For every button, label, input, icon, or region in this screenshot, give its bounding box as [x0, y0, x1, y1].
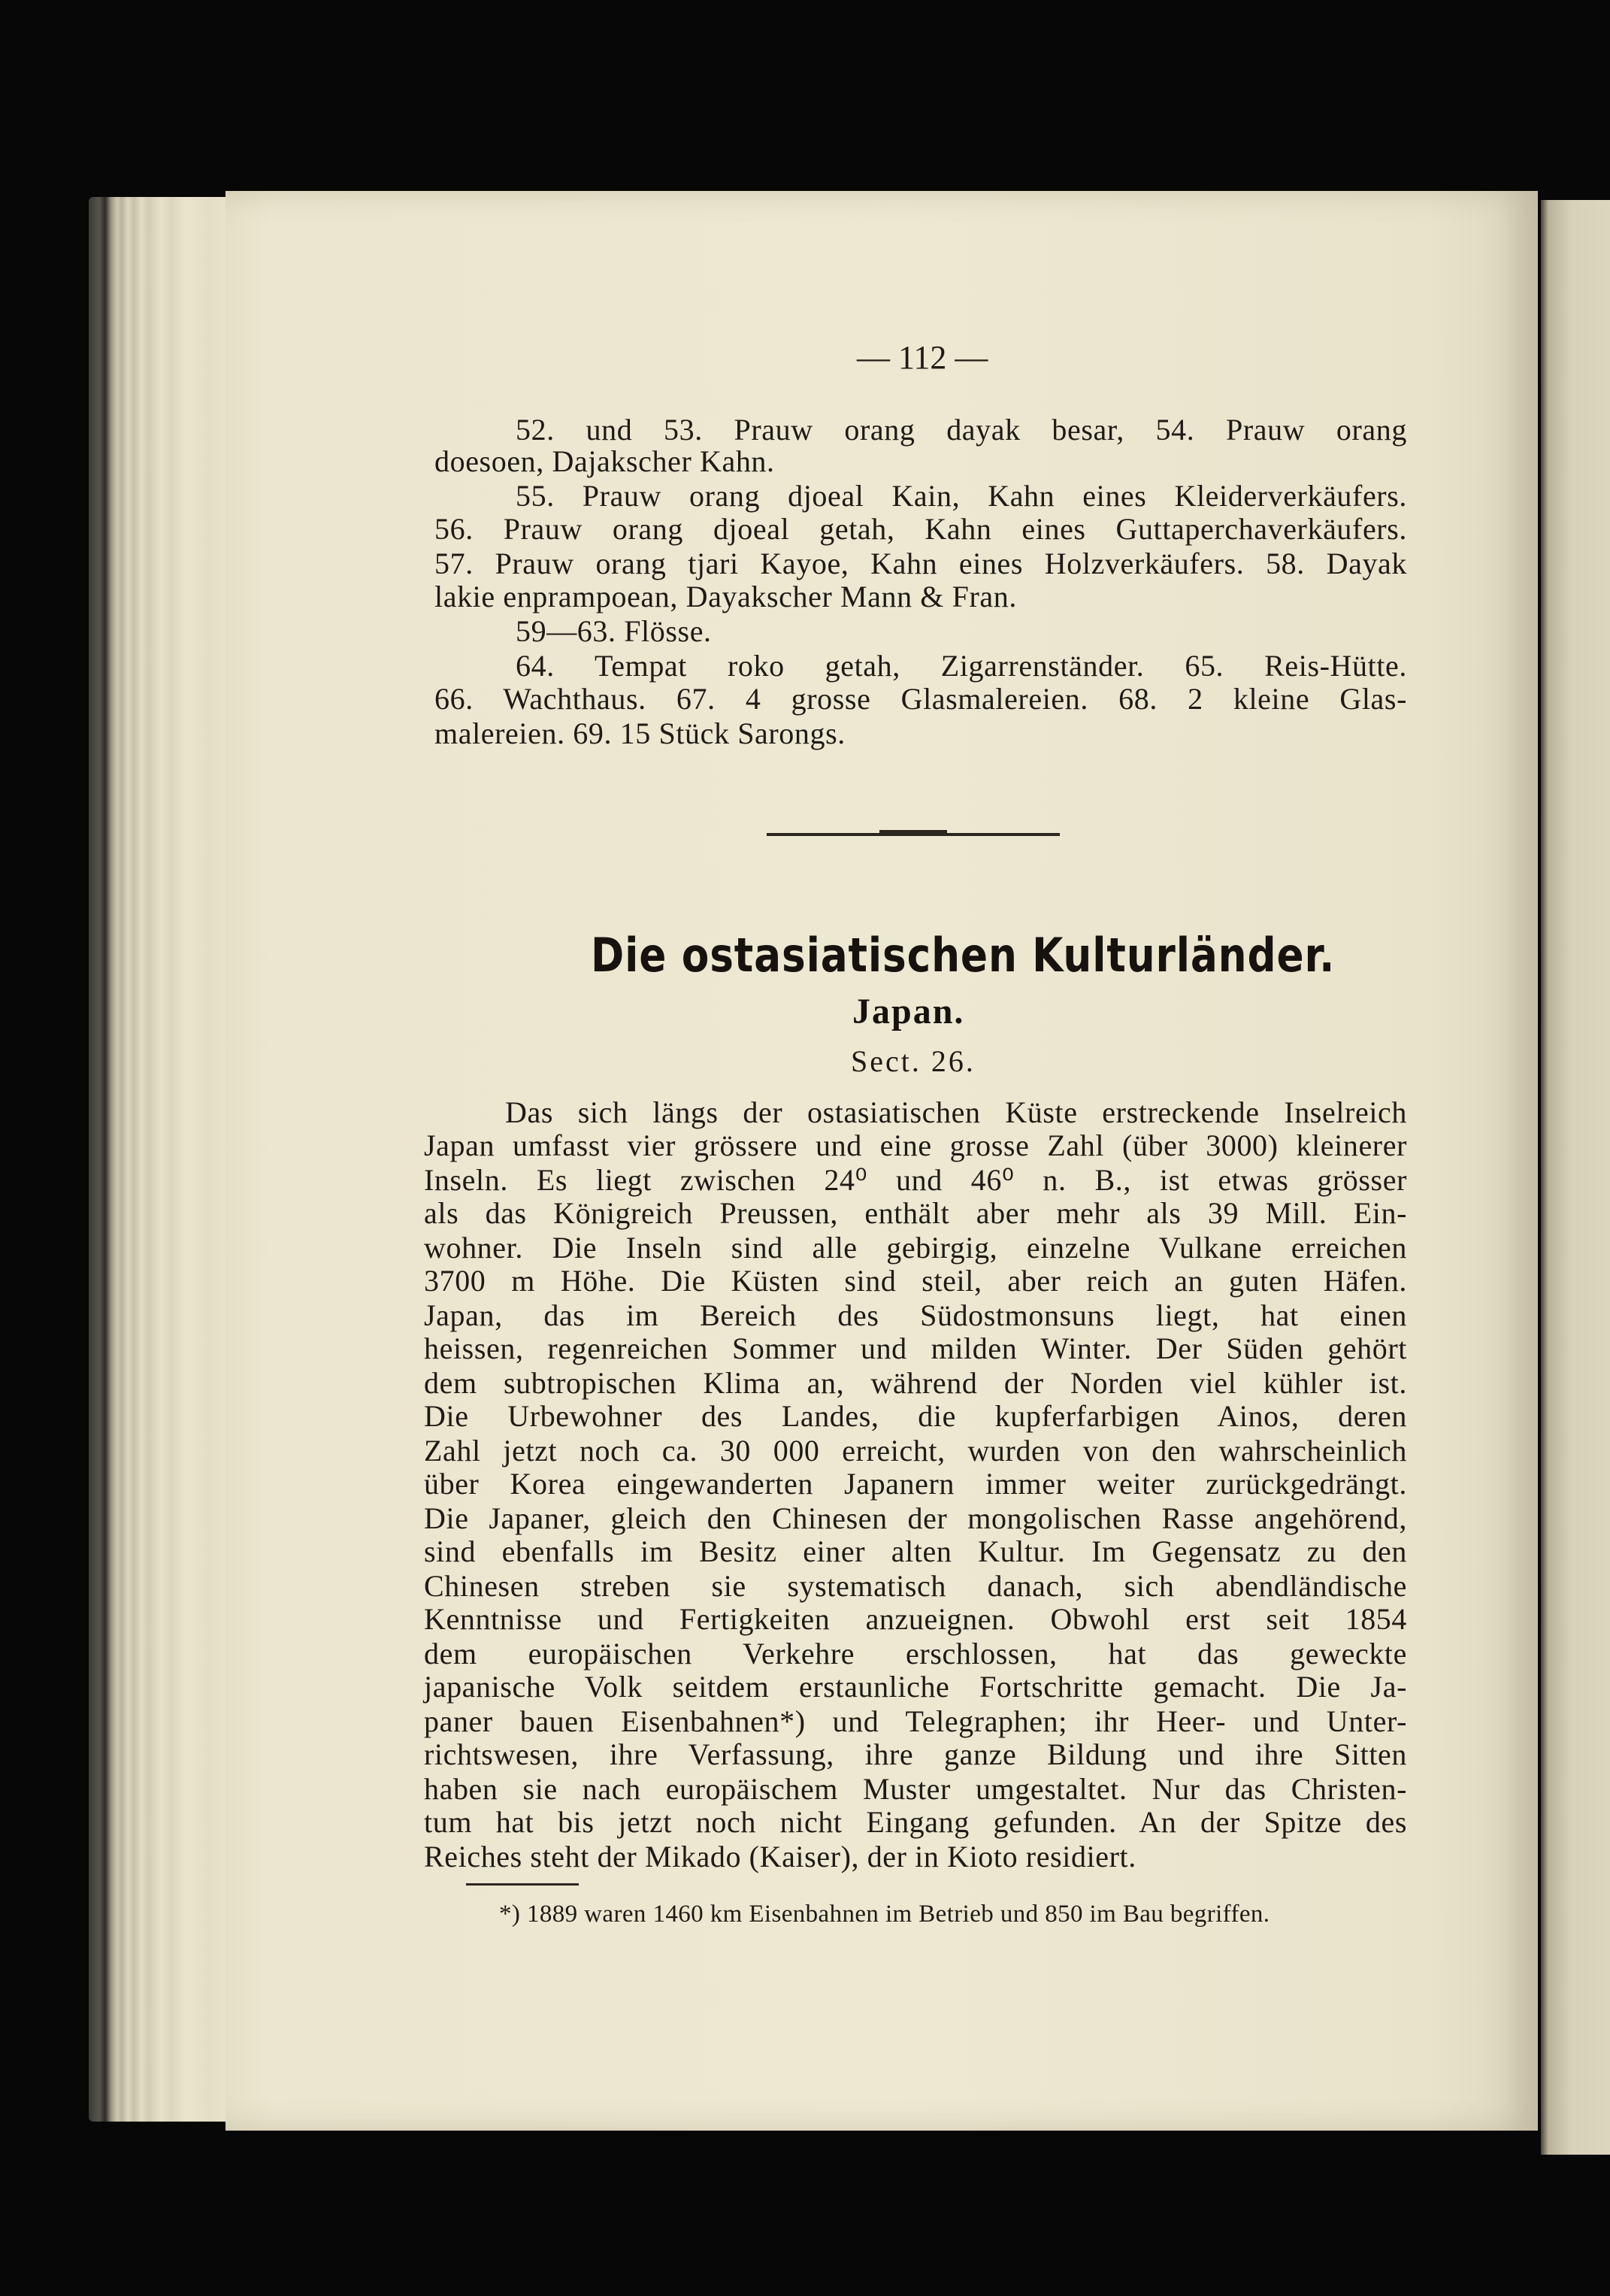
intro-line: 56. Prauw orang djoeal getah, Kahn eines Guttaperchaverkäufers. — [434, 512, 1407, 546]
body-line: heissen, regenreichen Sommer und milden Winter. Der Süden gehört — [424, 1331, 1407, 1365]
body-line: sind ebenfalls im Besitz einer alten Kultur. Im Gegensatz zu den — [424, 1534, 1407, 1568]
body-line: 3700 m Höhe. Die Küsten sind steil, aber reich an guten Häfen. — [424, 1264, 1407, 1298]
body-line: Kenntnisse und Fertigkeiten anzueignen. Obwohl erst seit 1854 — [424, 1602, 1407, 1636]
body-line: paner bauen Eisenbahnen*) und Telegraphen; ihr Heer- und Unter- — [424, 1704, 1407, 1738]
footnote: *) 1889 waren 1460 km Eisenbahnen im Betrieb und 850 im Bau begriffen. — [499, 1901, 1270, 1928]
body-line: Japan umfasst vier grössere und eine grosse Zahl (über 3000) kleinerer — [424, 1128, 1407, 1162]
body-line: haben sie nach europäischem Muster umgestaltet. Nur das Christen- — [424, 1772, 1407, 1806]
page-number: — 112 — — [857, 339, 988, 376]
intro-line: 66. Wachthaus. 67. 4 grosse Glasmalereien. 68. 2 kleine Glas- — [434, 682, 1407, 716]
body-line: richtswesen, ihre Verfassung, ihre ganze Bildung und ihre Sitten — [424, 1737, 1407, 1771]
body-line: wohner. Die Inseln sind alle gebirgig, einzelne Vulkane erreichen — [424, 1231, 1407, 1265]
intro-line: doesoen, Dajakscher Kahn. — [434, 444, 775, 478]
body-line: Chinesen streben sie systematisch danach, sich abendländische — [424, 1569, 1407, 1603]
country-heading: Japan. — [852, 992, 965, 1031]
body-line: Die Japaner, gleich den Chinesen der mongolischen Rasse angehörend, — [424, 1501, 1407, 1535]
body-line: japanische Volk seitdem erstaunliche Fortschritte gemacht. Die Ja- — [424, 1670, 1407, 1704]
body-line: Das sich längs der ostasiatischen Küste erstreckende Inselreich — [505, 1095, 1407, 1129]
body-line: Zahl jetzt noch ca. 30 000 erreicht, wurden von den wahrscheinlich — [424, 1434, 1407, 1468]
intro-line: 57. Prauw orang tjari Kayoe, Kahn eines Holzverkäufers. 58. Dayak — [434, 547, 1407, 580]
body-line: Die Urbewohner des Landes, die kupferfarbigen Ainos, deren — [424, 1399, 1407, 1433]
body-line: Reiches steht der Mikado (Kaiser), der in Kioto residiert. — [424, 1840, 1136, 1873]
body-line: über Korea eingewanderten Japanern immer weiter zurückgedrängt. — [424, 1467, 1407, 1501]
body-line: Inseln. Es liegt zwischen 24⁰ und 46⁰ n. B., ist etwas grösser — [424, 1163, 1407, 1197]
intro-line: lakie enprampoean, Dayakscher Mann & Fran. — [434, 580, 1017, 613]
section-label: Sect. 26. — [851, 1044, 976, 1078]
footnote-rule — [466, 1883, 579, 1886]
intro-line: 55. Prauw orang djoeal Kain, Kahn eines Kleiderverkäufers. — [516, 479, 1407, 513]
body-line: Japan, das im Bereich des Südostmonsuns liegt, hat einen — [424, 1298, 1407, 1332]
body-line: tum hat bis jetzt noch nicht Eingang gefunden. An der Spitze des — [424, 1805, 1407, 1839]
intro-line: malereien. 69. 15 Stück Sarongs. — [434, 716, 846, 750]
body-line: als das Königreich Preussen, enthält aber mehr als 39 Mill. Ein- — [424, 1196, 1407, 1230]
intro-line: 52. und 53. Prauw orang dayak besar, 54. Prauw orang — [516, 413, 1407, 447]
body-line: dem europäischen Verkehre erschlossen, hat das geweckte — [424, 1637, 1407, 1671]
intro-line: 64. Tempat roko getah, Zigarrenständer. 65. Reis-Hütte. — [516, 649, 1407, 683]
intro-line: 59—63. Flösse. — [516, 614, 712, 648]
chapter-heading: Die ostasiatischen Kulturländer. — [591, 928, 1336, 983]
body-line: dem subtropischen Klima an, während der Norden viel kühler ist. — [424, 1366, 1407, 1400]
